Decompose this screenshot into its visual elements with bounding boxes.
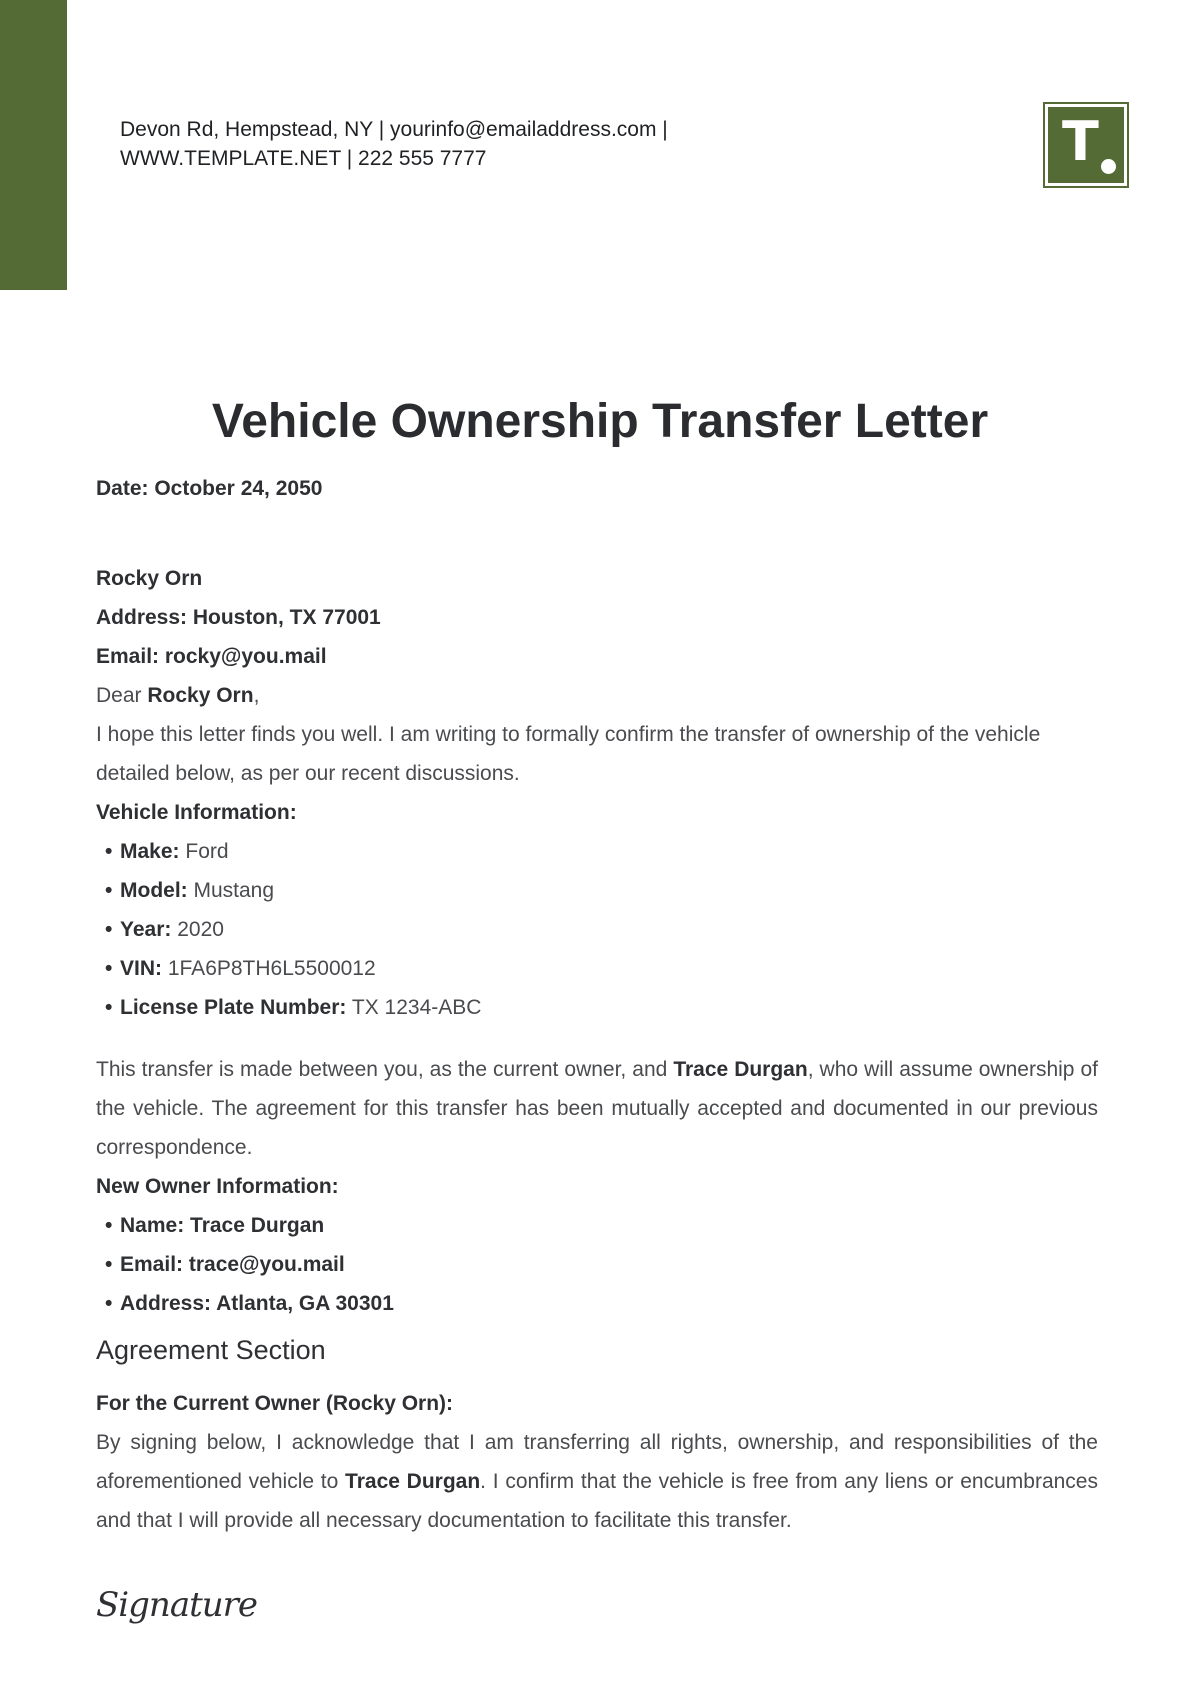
acknowledgement-paragraph xyxy=(96,1423,1098,1540)
list-item xyxy=(96,988,1098,1027)
vehicle-info-heading: Vehicle Information: xyxy=(96,801,297,824)
agreement-section-heading: Agreement Section xyxy=(96,1335,326,1365)
logo-dot-icon xyxy=(1101,159,1116,174)
logo-letter: T xyxy=(1062,110,1099,173)
contact-line-1: Devon Rd, Hempstead, NY | yourinfo@emailaddress.com | xyxy=(120,118,668,141)
item-label: Model: xyxy=(120,879,188,902)
item-value: Ford xyxy=(179,840,229,863)
letter-date: Date: October 24, 2050 xyxy=(96,477,323,500)
logo-mark xyxy=(1048,107,1124,183)
transfer-text-2: , who will assume ownership of the vehicle. The agreement for this transfer has been mutually accepted and documented in our previous correspondence. xyxy=(96,1058,1098,1159)
list-item xyxy=(96,949,1098,988)
list-item: • Name: Trace Durgan xyxy=(96,1206,1098,1245)
greeting-name: Rocky Orn xyxy=(147,684,254,707)
transfer-paragraph xyxy=(96,1050,1098,1167)
list-item: • Address: Atlanta, GA 30301 xyxy=(96,1284,1098,1323)
ack-new-owner-name: Trace Durgan xyxy=(345,1470,481,1493)
recipient-name: Rocky Orn xyxy=(96,567,203,590)
item-value: TX 1234-ABC xyxy=(346,996,482,1019)
greeting-suffix: , xyxy=(253,684,260,707)
ack-text-2: . I confirm that the vehicle is free from any liens or encumbrances and that I will provide all necessary documentation to facilitate this transfer. xyxy=(96,1470,1098,1532)
new-owner-list xyxy=(96,1206,1098,1323)
signature: Signature xyxy=(96,1585,258,1625)
new-owner-heading: New Owner Information: xyxy=(96,1175,339,1198)
intro-paragraph: I hope this letter finds you well. I am writing to formally confirm the transfer of ownership of the vehicle detailed below, as per our recent discussions. xyxy=(96,723,1041,785)
transfer-new-owner-name: Trace Durgan xyxy=(673,1058,808,1081)
transfer-text-1: This transfer is made between you, as the current owner, and xyxy=(96,1058,674,1081)
item-label: Year: xyxy=(120,918,172,941)
current-owner-heading: For the Current Owner (Rocky Orn): xyxy=(96,1392,454,1415)
vehicle-info-list xyxy=(96,832,1098,1027)
recipient-email: Email: rocky@you.mail xyxy=(96,645,327,668)
item-label: Make: xyxy=(120,840,180,863)
recipient-address: Address: Houston, TX 77001 xyxy=(96,606,381,629)
greeting-prefix: Dear xyxy=(96,684,148,707)
company-logo xyxy=(1043,102,1129,188)
list-item: • Email: trace@you.mail xyxy=(96,1245,1098,1284)
ack-text-1: By signing below, I acknowledge that I am transferring all rights, ownership, and responsibilities of the aforementioned vehicle to xyxy=(96,1431,1098,1493)
item-label: VIN: xyxy=(120,957,162,980)
letter-body xyxy=(96,469,1098,1625)
page-title: Vehicle Ownership Transfer Letter xyxy=(211,395,989,448)
greeting xyxy=(96,676,1098,715)
side-accent-bar xyxy=(0,0,67,290)
item-value: 1FA6P8TH6L5500012 xyxy=(162,957,376,980)
item-label: License Plate Number: xyxy=(120,996,347,1019)
item-value: Mustang xyxy=(187,879,275,902)
list-item xyxy=(96,871,1098,910)
header-contact xyxy=(120,115,668,173)
list-item xyxy=(96,832,1098,871)
contact-line-2: WWW.TEMPLATE.NET | 222 555 7777 xyxy=(120,147,487,170)
item-value: 2020 xyxy=(171,918,224,941)
list-item xyxy=(96,910,1098,949)
